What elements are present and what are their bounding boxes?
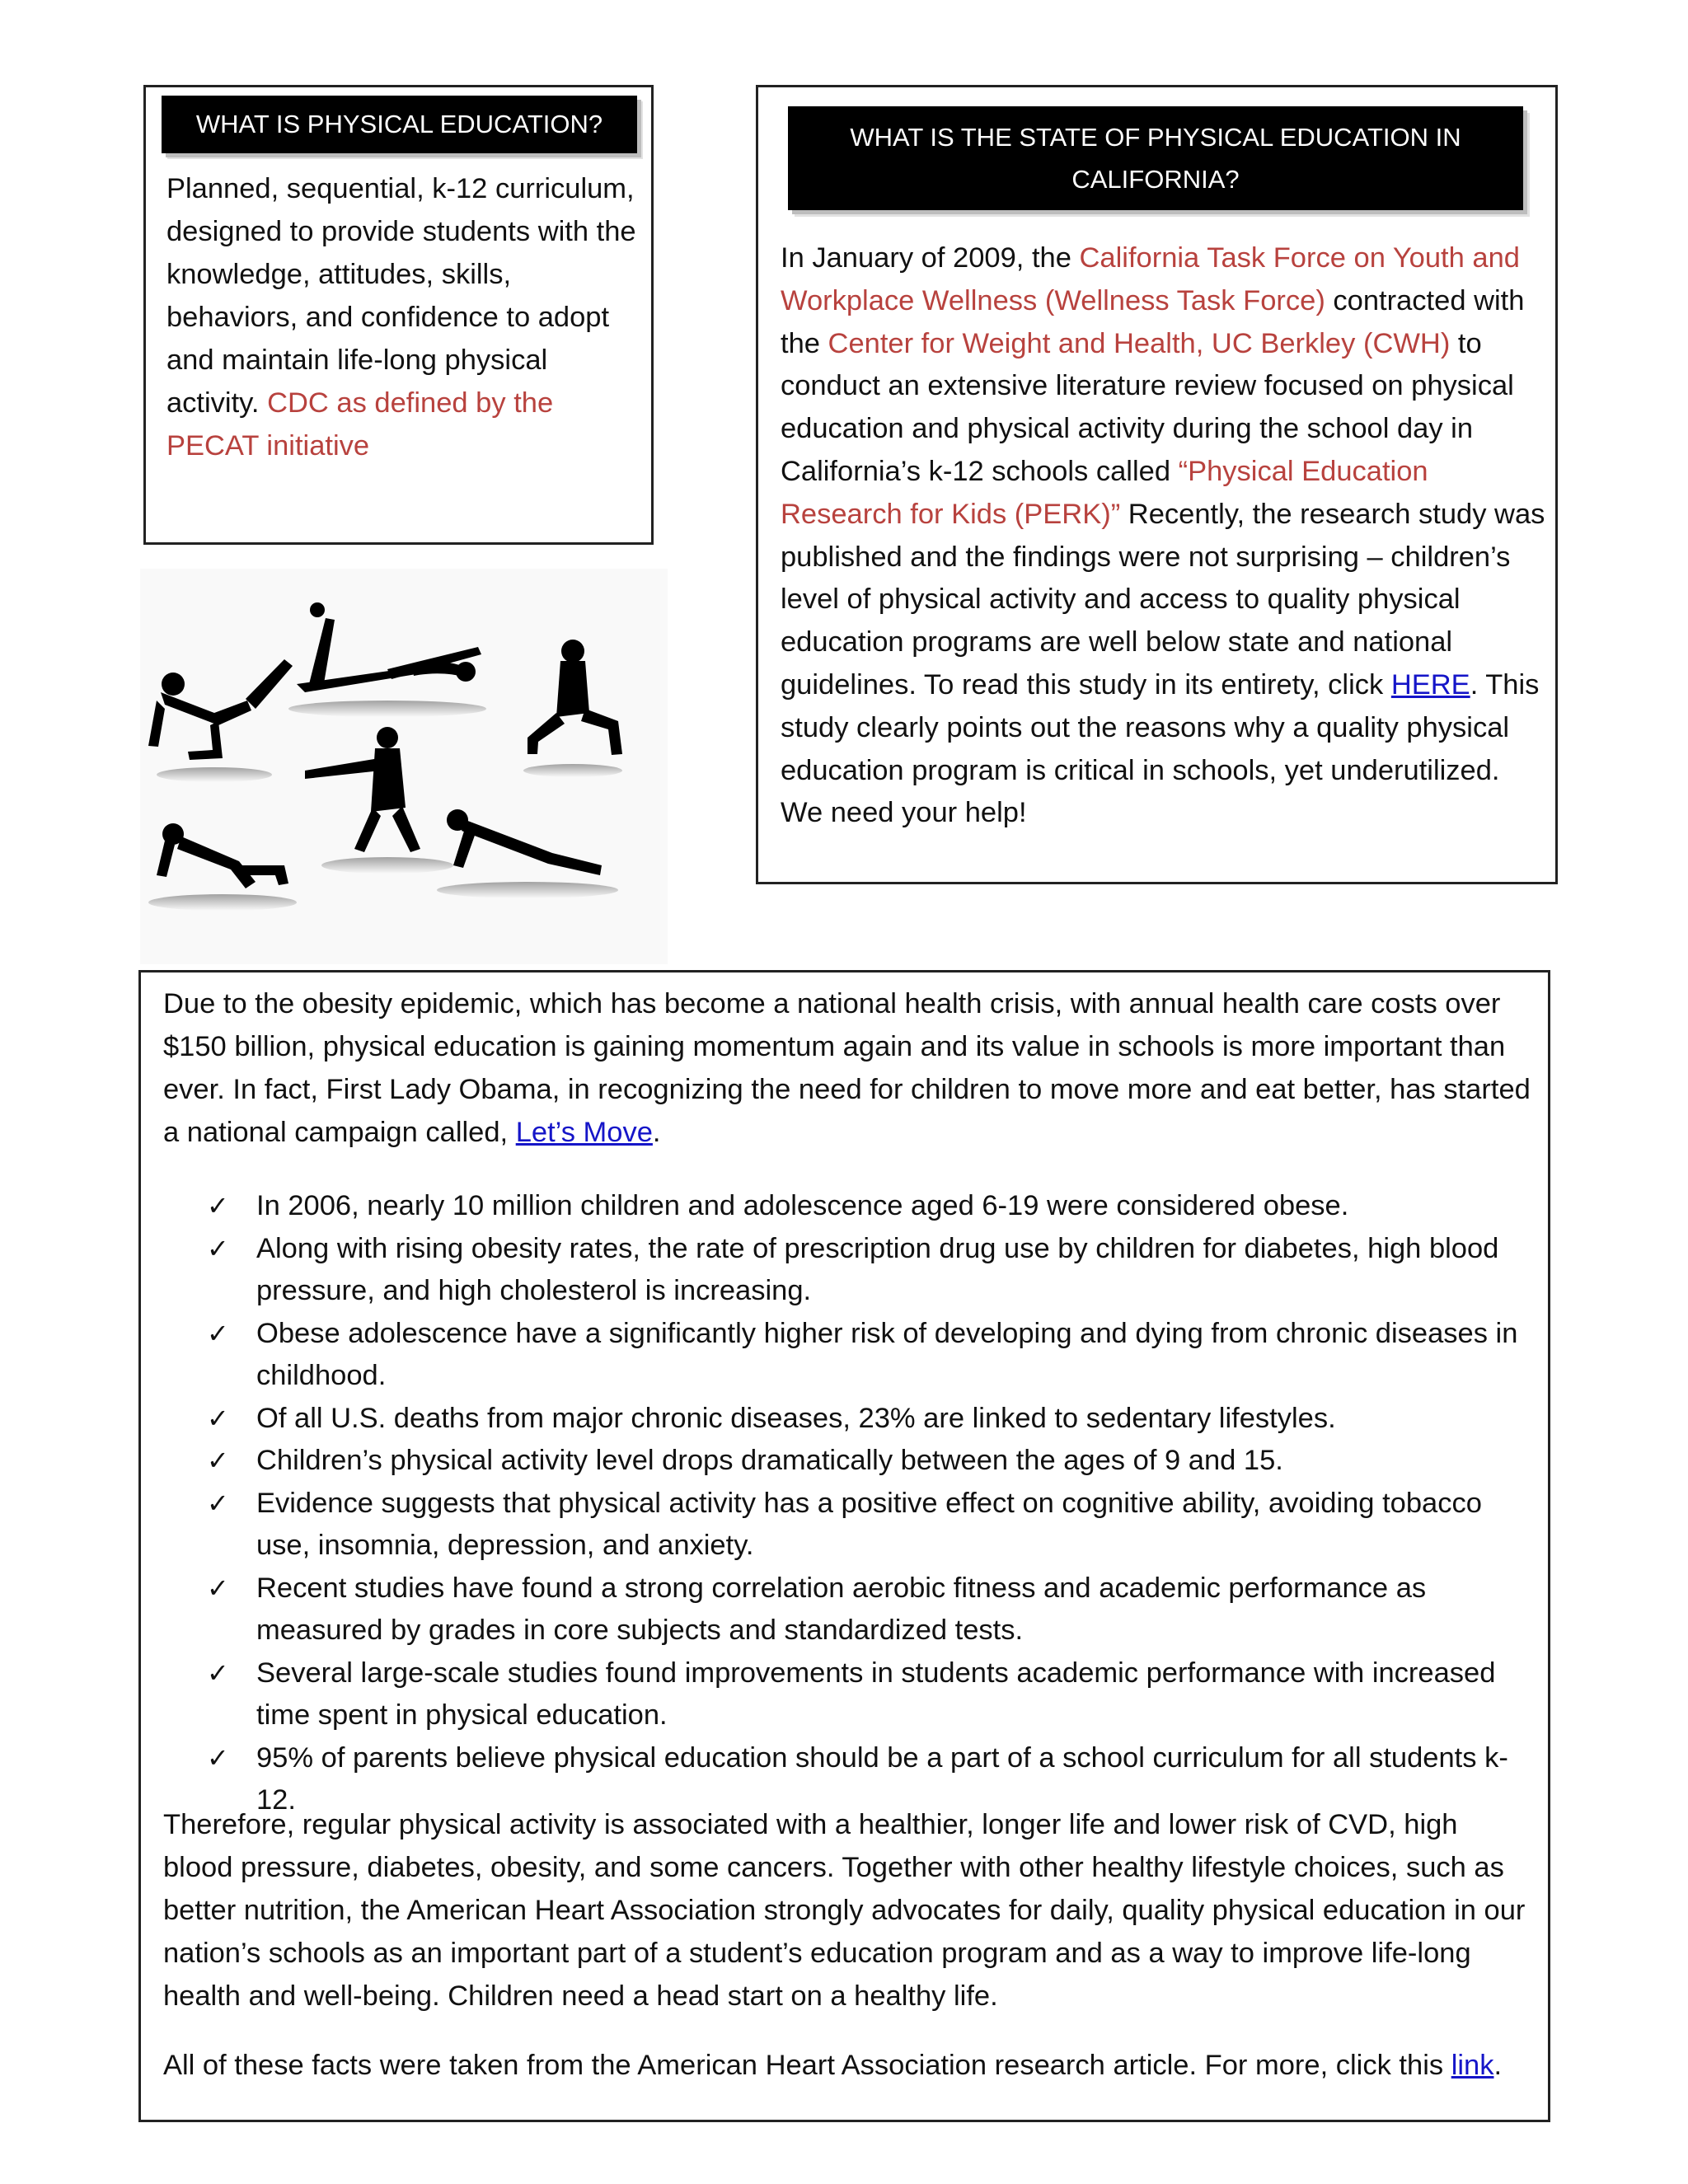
wellness-task-force-ref: California Task Force on Youth and Workplace Wellness (Wellness Task Force) bbox=[781, 242, 1520, 316]
fact-text: Several large-scale studies found improvements in students academic performance with increased time spent in physical education. bbox=[256, 1657, 1496, 1731]
list-item bbox=[207, 1568, 1534, 1652]
checkmark-icon: ✓ bbox=[207, 1657, 229, 1688]
here-link[interactable]: HERE bbox=[1390, 668, 1470, 701]
list-item bbox=[207, 1228, 1534, 1313]
checkmark-icon: ✓ bbox=[207, 1318, 229, 1348]
list-item bbox=[207, 1440, 1534, 1483]
figure-reflection bbox=[148, 894, 297, 911]
california-state-box bbox=[756, 85, 1558, 884]
fact-text: Recent studies have found a strong correlation aerobic fitness and academic performance as measured by grades in core subjects and standardized tests. bbox=[256, 1572, 1427, 1646]
list-item bbox=[207, 1652, 1534, 1737]
definition-text bbox=[166, 167, 645, 467]
checkmark-icon: ✓ bbox=[207, 1191, 229, 1221]
aha-article-link[interactable]: link bbox=[1451, 2050, 1494, 2081]
perk-ref: “Physical Education Research for Kids (PERK)” bbox=[781, 455, 1428, 530]
physical-education-definition-box bbox=[143, 85, 654, 545]
figure-reflection bbox=[523, 764, 622, 777]
lets-move-link[interactable]: Let’s Move bbox=[515, 1117, 653, 1148]
definition-source: CDC as defined by the PECAT initiative bbox=[166, 387, 554, 462]
intro-end: . bbox=[652, 1117, 661, 1148]
checkmark-icon: ✓ bbox=[207, 1446, 229, 1475]
conclusion-text: Therefore, regular physical activity is associated with a healthier, longer life and lower risk of CVD, high blood pressure, diabetes, obesity, and some cancers. Together with other healthy lifestyle choices, such as better nutrition, the American Heart Association strongly advocates for daily, quality physical education in our nation’s schools as an important part of a student’s education program and as a way to improve life-long health and well-being. Children need a head start on a healthy life. bbox=[163, 1809, 1526, 2012]
fact-text: In 2006, nearly 10 million children and adolescence aged 6-19 were considered obese. bbox=[256, 1190, 1349, 1221]
california-text-part: to conduct an extensive literature review focused on physical education and physical activity during the school day in California’s k-12 schools called bbox=[781, 327, 1514, 487]
facts-list bbox=[207, 1185, 1534, 1822]
fact-text: 95% of parents believe physical education should be a part of a school curriculum for all students k-12. bbox=[256, 1741, 1508, 1816]
california-heading: WHAT IS THE STATE OF PHYSICAL EDUCATION IN CALIFORNIA? bbox=[788, 106, 1523, 210]
cwh-ref: Center for Weight and Health, UC Berkley (CWH) bbox=[828, 327, 1451, 359]
fact-text: Of all U.S. deaths from major chronic diseases, 23% are linked to sedentary lifestyles. bbox=[256, 1402, 1336, 1434]
figure-reflection bbox=[321, 857, 453, 874]
list-item bbox=[207, 1483, 1534, 1568]
checkmark-icon: ✓ bbox=[207, 1572, 229, 1603]
fact-text: Children’s physical activity level drops dramatically between the ages of 9 and 15. bbox=[256, 1445, 1283, 1476]
list-item bbox=[207, 1313, 1534, 1398]
california-text-part: In January of 2009, the bbox=[781, 242, 1080, 274]
california-text-part: contracted with the bbox=[781, 284, 1525, 359]
california-text-part: Recently, the research study was published and the findings were not surprising – children’s level of physical activity and access to quality physical education programs are well below state and national guidelines. To read this study in its entirety, click bbox=[781, 498, 1545, 701]
source-end: . bbox=[1493, 2050, 1503, 2081]
source-text bbox=[163, 2044, 1531, 2087]
fact-text: Obese adolescence have a significantly higher risk of developing and dying from chronic diseases in childhood. bbox=[256, 1317, 1518, 1391]
fact-text: Evidence suggests that physical activity has a positive effect on cognitive ability, avoiding tobacco use, insomnia, depression, and anxiety. bbox=[256, 1487, 1482, 1561]
list-item bbox=[207, 1398, 1534, 1441]
california-text bbox=[781, 237, 1547, 835]
figure-reflection bbox=[157, 767, 272, 782]
list-item bbox=[207, 1185, 1534, 1228]
obesity-intro-text bbox=[163, 982, 1531, 1154]
intro-body: Due to the obesity epidemic, which has become a national health crisis, with annual health care costs over $150 billion, physical education is gaining momentum again and its value in schools is more important than ever. In fact, First Lady Obama, in recognizing the need for children to move more and eat better, has started a national campaign called, bbox=[163, 988, 1531, 1148]
exercise-silhouettes-image bbox=[140, 569, 668, 964]
definition-body: Planned, sequential, k-12 curriculum, designed to provide students with the knowledge, attitudes, skills, behaviors, and confidence to adopt and maintain life-long physical activity. bbox=[166, 173, 636, 419]
fact-text: Along with rising obesity rates, the rate of prescription drug use by children for diabetes, high blood pressure, and high cholesterol is increasing. bbox=[256, 1232, 1499, 1306]
california-text-part: . This study clearly points out the reasons why a quality physical education program is critical in schools, yet underutilized. We need your help! bbox=[781, 668, 1540, 829]
checkmark-icon: ✓ bbox=[207, 1403, 229, 1433]
obesity-facts-box bbox=[138, 970, 1550, 2122]
checkmark-icon: ✓ bbox=[207, 1488, 229, 1518]
checkmark-icon: ✓ bbox=[207, 1233, 229, 1263]
figure-reflection bbox=[288, 701, 486, 717]
checkmark-icon: ✓ bbox=[207, 1742, 229, 1773]
source-body: All of these facts were taken from the American Heart Association research article. For more, click this bbox=[163, 2050, 1451, 2081]
figure-reflection bbox=[437, 882, 618, 898]
definition-heading: WHAT IS PHYSICAL EDUCATION? bbox=[162, 96, 637, 153]
